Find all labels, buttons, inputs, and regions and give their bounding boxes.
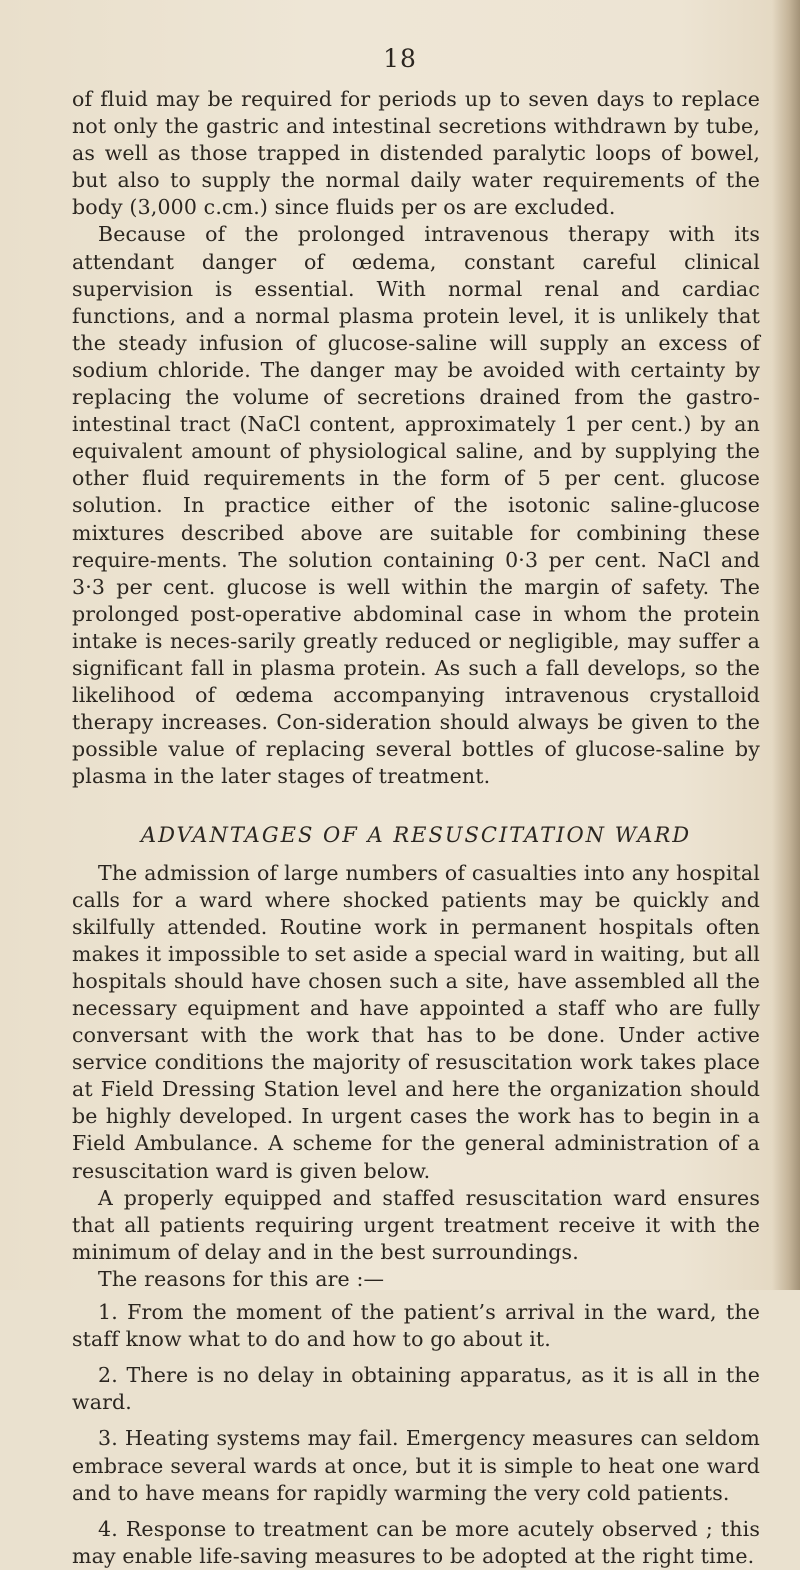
list-item-3: 3. Heating systems may fail. Emergency measures can seldom embrace several wards at once, but it is simple to heat one ward and to have means for rapidly warming the very cold patients. [72,1426,760,1505]
page-body [72,86,760,1570]
page-number: 18 [383,44,417,73]
paragraph-admission: The admission of large numbers of casualties into any hospital calls for a ward where shocked patients may be quickly and skilfully attended. Routine work in permanent hospitals often makes it impossible to set aside a special ward in waiting, but all hospitals should have chosen such a site, have assembled all the necessary equipment and have appointed a staff who are fully conversant with the work that has to be done. Under active service conditions the majority of resuscitation work takes place at Field Dressing Station level and here the organization should be highly developed. In urgent cases the work has to begin in a Field Ambulance. A scheme for the general administration of a resuscitation ward is given below. [72,860,760,1183]
paragraph-intravenous-therapy: Because of the prolonged intravenous therapy with its attendant danger of œdema, constant careful clinical supervision is essential. With normal renal and cardiac functions, and a normal plasma protein level, it is unlikely that the steady infusion of glucose-saline will supply an excess of sodium chloride. The danger may be avoided with certainty by replacing the volume of secretions drained from the gastro-intestinal tract (NaCl content, approximately 1 per cent.) by an equivalent amount of physiological saline, and by supplying the other fluid requirements in the form of 5 per cent. glucose solution. In practice either of the isotonic saline-glucose mixtures described above are suitable for combining these require-ments. The solution containing 0·3 per cent. NaCl and 3·3 per cent. glucose is well within the margin of safety. The prolonged post-operative abdominal case in whom the protein intake is neces-sarily greatly reduced or negligible, may suffer a significant fall in plasma protein. As such a fall develops, so the likelihood of œdema accompanying intravenous crystalloid therapy increases. Con-sideration should always be given to the possible value of replacing several bottles of glucose-saline by plasma in the later stages of treatment. [72,222,760,789]
list-item-1: 1. From the moment of the patient’s arrival in the ward, the staff know what to do and how to go about it. [72,1300,760,1352]
list-item-2: 2. There is no delay in obtaining apparatus, as it is all in the ward. [72,1363,760,1415]
section-heading: ADVANTAGES OF A RESUSCITATION WARD [140,823,692,848]
paragraph-reasons-intro: The reasons for this are :— [98,1266,385,1291]
list-item-4: 4. Response to treatment can be more acutely observed ; this may enable life-saving measures to be adopted at the right time. [72,1516,760,1568]
paragraph-properly-equipped: A properly equipped and staffed resuscitation ward ensures that all patients requiring urgent treatment receive it with the minimum of delay and in the best surroundings. [72,1185,760,1264]
paragraph-continued: of fluid may be required for periods up to seven days to replace not only the gastric and intestinal secretions withdrawn by tube, as well as those trapped in distended paralytic loops of bowel, but also to supply the normal daily water requirements of the body (3,000 c.cm.) since fluids per os are excluded. [72,87,760,220]
page-edge-shadow [772,0,800,1290]
